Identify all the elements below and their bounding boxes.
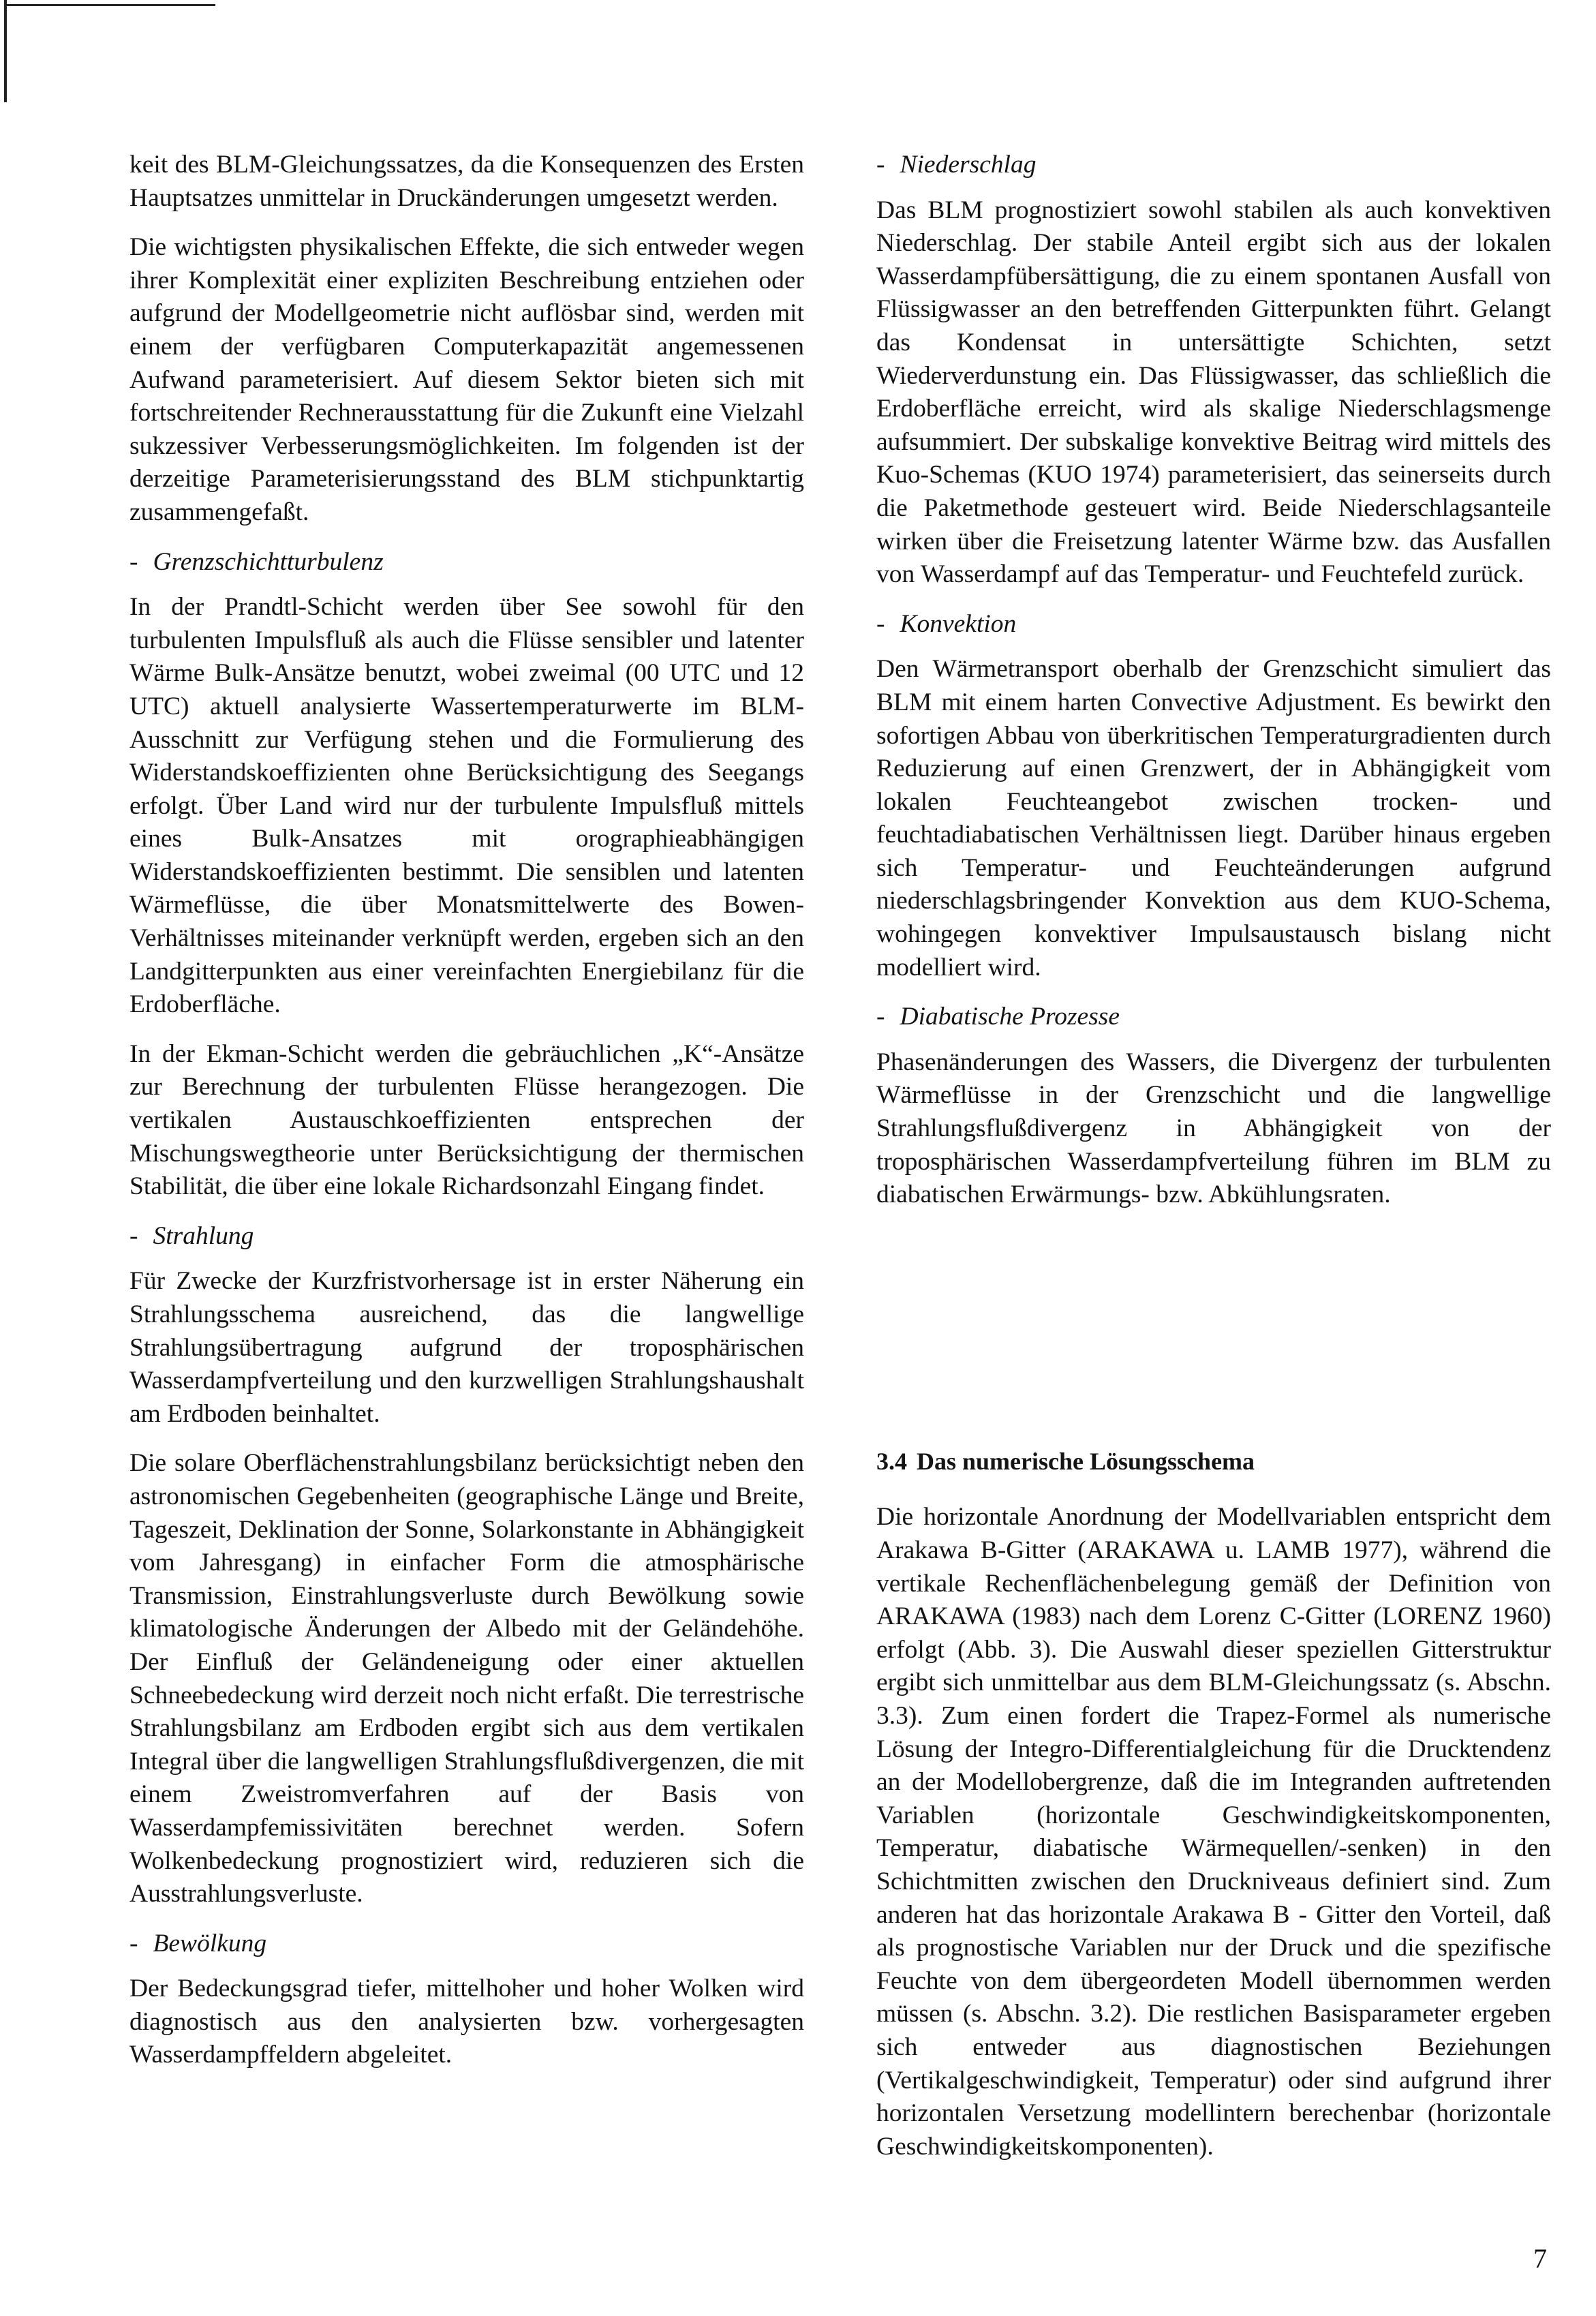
- paragraph: Den Wärmetransport oberhalb der Grenzschicht simuliert das BLM mit einem harten Convective Adjustment. Es bewirkt den sofortigen Abbau von überkritischen Temperaturgradienten durch Reduzierung auf einen Grenzwert, der in Abhängigkeit vom lokalen Feuchteangebot zwischen trocken- und feuchtadiabatischen Verhältnissen liegt. Darüber hinaus ergeben sich Temperatur- und Feuchteänderungen aufgrund niederschlagsbringender Konvektion aus dem KUO-Schema, wohingegen konvektiver Impulsaustausch bislang nicht modelliert wird.: [876, 655, 1551, 981]
- section-title: Das numerische Lösungsschema: [917, 1447, 1255, 1475]
- subheading-text: Diabatische Prozesse: [900, 1003, 1120, 1031]
- section-number: 3.4: [876, 1447, 907, 1475]
- subheading-text: Niederschlag: [900, 151, 1037, 179]
- paragraph: Phasenänderungen des Wassers, die Divergenz der turbulenten Wärmeflüsse in der Grenzschicht und die langwellige Strahlungsflußdivergenz in Abhängigkeit von der troposphärischen Wasserdampfverteilung führen im BLM zu diabatischen Erwärmungs- bzw. Abkühlungsraten.: [876, 1048, 1551, 1209]
- subheading-text: Bewölkung: [153, 1929, 267, 1957]
- subheading-niederschlag: - Niederschlag: [876, 151, 1037, 179]
- subheading-text: Strahlung: [153, 1221, 254, 1250]
- paragraph: In der Prandtl-Schicht werden über See sowohl für den turbulenten Impulsfluß als auch die Flüsse sensibler und latenter Wärme Bulk-Ansätze benutzt, wobei zweimal (00 UTC und 12 UTC) aktuell analysierte Wassertemperaturwerte im BLM-Ausschnitt zur Verfügung stehen und die Formulierung des Widerstandskoeffizienten ohne Berücksichtigung des Seegangs erfolgt. Über Land wird nur der turbulente Impulsfluß mittels eines Bulk-Ansatzes mit orographieabhängigen Widerstandskoeffizienten bestimmt. Die sensiblen und latenten Wärmeflüsse, die über Monatsmittelwerte des Bowen-Verhältnisses miteinander verknüpft werden, ergeben sich an den Landgitterpunkten aus einer vereinfachten Energiebilanz für die Erdoberfläche.: [129, 593, 804, 1019]
- subheading-grenzschicht: - Grenzschichtturbulenz: [129, 547, 384, 576]
- section-spacer: [876, 1228, 1551, 1445]
- subheading-konvektion: - Konvektion: [876, 609, 1017, 638]
- subheading-text: Grenzschichtturbulenz: [153, 547, 384, 576]
- scan-edge-top: [4, 4, 215, 6]
- left-column: [129, 149, 804, 2088]
- subheading-strahlung: - Strahlung: [129, 1221, 254, 1250]
- subheading-diabatisch: - Diabatische Prozesse: [876, 1003, 1120, 1031]
- page-number: 7: [1533, 2243, 1547, 2274]
- paragraph: keit des BLM-Gleichungssatzes, da die Konsequenzen des Ersten Hauptsatzes unmittelar in Druckänderungen umgesetzt werden.: [129, 151, 804, 212]
- paragraph: Das BLM prognostiziert sowohl stabilen als auch konvektiven Niederschlag. Der stabile Anteil ergibt sich aus der lokalen Wasserdampfübersättigung, die zu einem spontanen Ausfall von Flüssigwasser an den betreffenden Gitterpunkten führt. Gelangt das Kondensat in untersättigte Schichten, setzt Wiederverdunstung ein. Das Flüssigwasser, das schließlich die Erdoberfläche erreicht, wird als skalige Niederschlagsmenge aufsummiert. Der subskalige konvektive Beitrag wird mittels des Kuo-Schemas (KUO 1974) parameterisiert, das seinerseits durch die Paketmethode gesteuert wird. Beide Niederschlagsanteile wirken über die Freisetzung latenter Wärme bzw. das Ausfallen von Wasserdampf auf das Temperatur- und Feuchtefeld zurück.: [876, 196, 1551, 589]
- paragraph: Die solare Oberflächenstrahlungsbilanz berücksichtigt neben den astronomischen Gegebenheiten (geographische Länge und Breite, Tageszeit, Deklination der Sonne, Solarkonstante in Abhängigkeit vom Jahresgang) in einfacher Form die atmosphärische Transmission, Einstrahlungsverluste durch Bewölkung sowie klimatologische Änderungen der Albedo mit der Geländehöhe. Der Einfluß der Geländeneigung oder einer aktuellen Schneebedeckung wird derzeit noch nicht erfaßt. Die terrestrische Strahlungsbilanz am Erdboden ergibt sich aus dem vertikalen Integral über die langwelligen Strahlungsflußdivergenzen, die mit einem Zweistromverfahren auf der Basis von Wasserdampfemissivitäten berechnet werden. Sofern Wolkenbedeckung prognostiziert wird, reduzieren sich die Ausstrahlungsverluste.: [129, 1449, 804, 1908]
- subheading-bewoelkung: - Bewölkung: [129, 1929, 267, 1957]
- paragraph: Die horizontale Anordnung der Modellvariablen entspricht dem Arakawa B-Gitter (ARAKAWA u. LAMB 1977), während die vertikale Rechenflächenbelegung gemäß der Definition von ARAKAWA (1983) nach dem Lorenz C-Gitter (LORENZ 1960) erfolgt (Abb. 3). Die Auswahl dieser speziellen Gitterstruktur ergibt sich unmittelbar aus dem BLM-Gleichungssatz (s. Abschn. 3.3). Zum einen fordert die Trapez-Formel als numerische Lösung der Integro-Differentialgleichung für die Drucktendenz an der Modellobergrenze, daß die im Integranden auftretenden Variablen (horizontale Geschwindigkeitskomponenten, Temperatur, diabatische Wärmequellen/-senken) in den Schichtmitten zwischen den Druckniveaus definiert sind. Zum anderen hat das horizontale Arakawa B - Gitter den Vorteil, daß als prognostische Variablen nur der Druck und die spezifische Feuchte von dem übergeordeten Modell übernommen werden müssen (s. Abschn. 3.2). Die restlichen Basisparameter ergeben sich entweder aus diagnostischen Beziehungen (Vertikalgeschwindigkeit, Temperatur) oder sind aufgrund ihrer horizontalen Versetzung modellintern berechenbar (horizontale Geschwindigkeitskomponenten).: [876, 1503, 1551, 2161]
- section-heading: [876, 1445, 1551, 1478]
- paragraph: Für Zwecke der Kurzfristvorhersage ist in erster Näherung ein Strahlungsschema ausreichend, das die langwellige Strahlungsübertragung aufgrund der troposphärischen Wasserdampfverteilung und den kurzwelligen Strahlungshaushalt am Erdboden beinhaltet.: [129, 1267, 804, 1428]
- paragraph: In der Ekman-Schicht werden die gebräuchlichen „K“-Ansätze zur Berechnung der turbulenten Flüsse herangezogen. Die vertikalen Austauschkoeffizienten entsprechen der Mischungswegtheorie unter Berücksichtigung der thermischen Stabilität, die über eine lokale Richardsonzahl Eingang findet.: [129, 1039, 804, 1201]
- scan-edge-left: [4, 0, 7, 102]
- subheading-text: Konvektion: [900, 609, 1017, 638]
- paragraph: Der Bedeckungsgrad tiefer, mittelhoher und hoher Wolken wird diagnostisch aus den analysierten bzw. vorhergesagten Wasserdampffeldern abgeleitet.: [129, 1975, 804, 2069]
- right-column: [876, 149, 1551, 2180]
- paragraph: Die wichtigsten physikalischen Effekte, die sich entweder wegen ihrer Komplexität einer expliziten Beschreibung entziehen oder aufgrund der Modellgeometrie nicht auflösbar sind, werden mit einem der verfügbaren Computerkapazität angemessenen Aufwand parameterisiert. Auf diesem Sektor bieten sich mit fortschreitender Rechnerausstattung für die Zukunft eine Vielzahl sukzessiver Verbesserungsmöglichkeiten. Im folgenden ist der derzeitige Parameterisierungsstand des BLM stichpunktartig zusammengefaßt.: [129, 233, 804, 526]
